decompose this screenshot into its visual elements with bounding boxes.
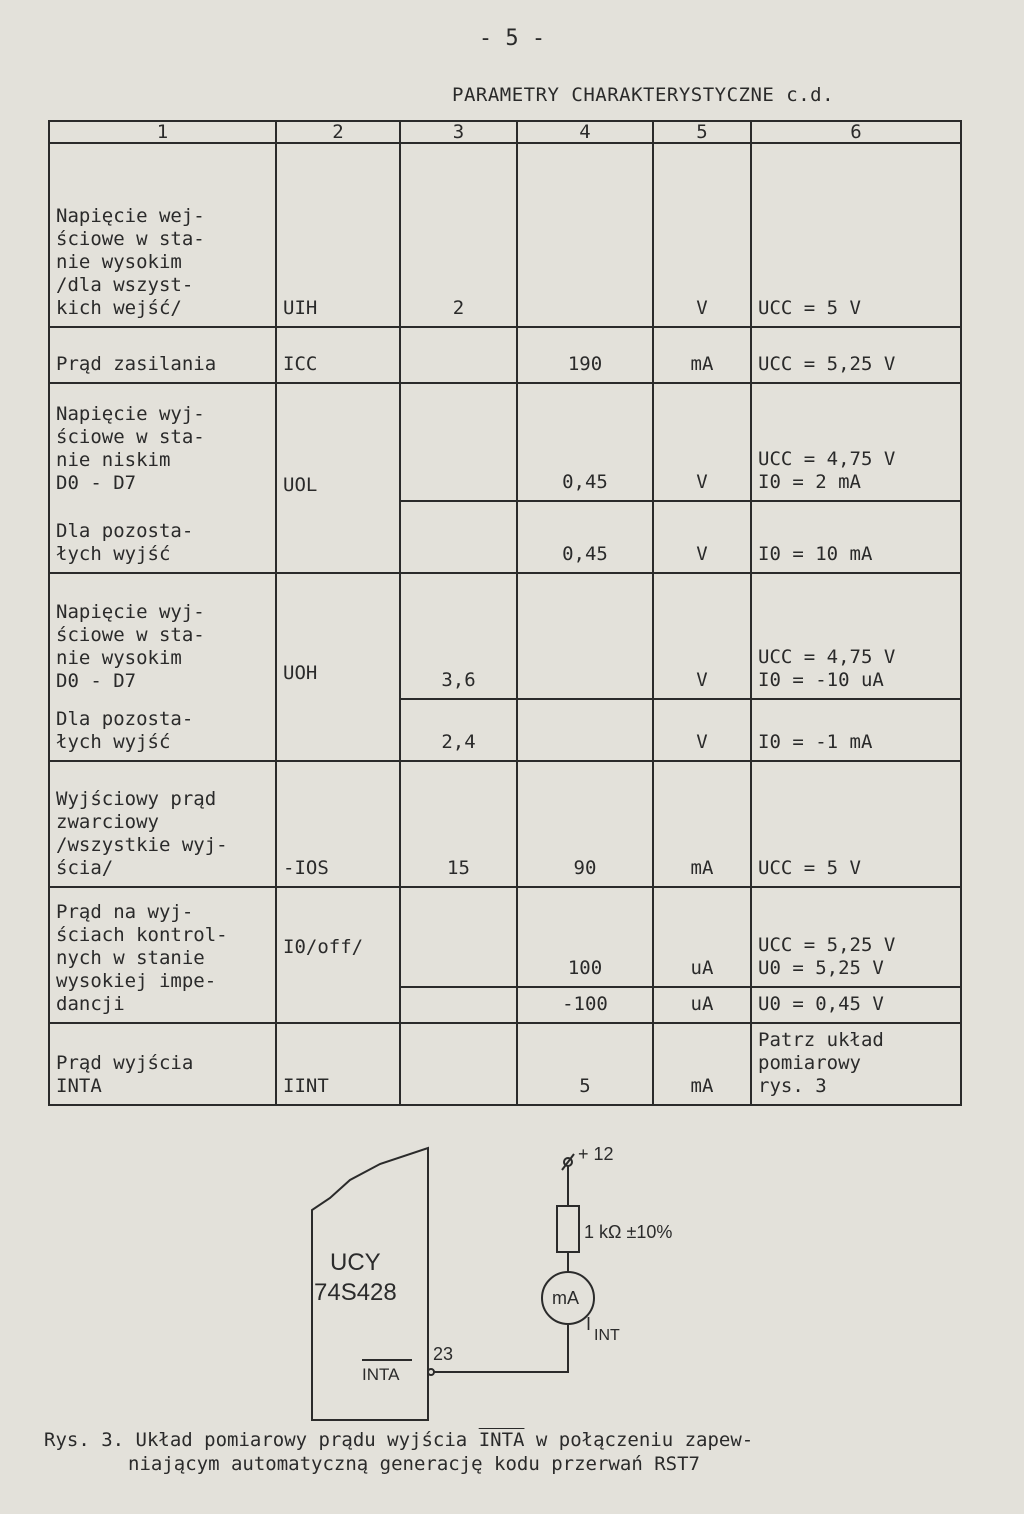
chip-name: UCY <box>330 1249 381 1276</box>
param-condition: UCC = 5 V <box>751 761 961 887</box>
param-name: Prąd zasilania <box>49 327 276 383</box>
param-unit: uA <box>653 887 751 987</box>
meter-label: mA <box>552 1288 579 1308</box>
param-name: Napięcie wyj- ściowe w sta- nie wysokim D0 - D7 <box>49 573 276 699</box>
param-unit: V <box>653 501 751 573</box>
param-unit: V <box>653 573 751 699</box>
column-number-row <box>49 121 961 143</box>
param-condition: UCC = 5 V <box>751 143 961 327</box>
param-unit: V <box>653 383 751 501</box>
col-number: 3 <box>400 121 517 143</box>
param-min: 3,6 <box>400 573 517 699</box>
param-unit: V <box>653 699 751 761</box>
param-condition: U0 = 0,45 V <box>751 987 961 1023</box>
table-row <box>49 383 961 501</box>
col-number: 4 <box>517 121 653 143</box>
param-name: Dla pozosta- łych wyjść <box>49 699 276 761</box>
param-unit: mA <box>653 761 751 887</box>
param-name: Napięcie wyj- ściowe w sta- nie niskim D0 - D7 <box>49 383 276 501</box>
param-name: Prąd wyjścia INTA <box>49 1023 276 1105</box>
inverter-bubble <box>428 1369 434 1375</box>
param-max <box>517 699 653 761</box>
param-symbol: I0/off/ <box>276 887 400 1023</box>
param-condition: Patrz układ pomiarowy rys. 3 <box>751 1023 961 1105</box>
col-number: 1 <box>49 121 276 143</box>
param-min <box>400 1023 517 1105</box>
col-number: 2 <box>276 121 400 143</box>
current-label: I <box>586 1314 592 1334</box>
supply-label: + 12 <box>578 1144 614 1164</box>
chip-part: 74S428 <box>314 1279 397 1306</box>
col-number: 6 <box>751 121 961 143</box>
param-symbol: UOH <box>276 573 400 761</box>
param-unit: mA <box>653 327 751 383</box>
parameters-table <box>48 120 962 1106</box>
param-max: 90 <box>517 761 653 887</box>
resistor <box>557 1206 579 1252</box>
table-row <box>49 501 961 573</box>
table-row <box>49 143 961 327</box>
param-name: Dla pozosta- łych wyjść <box>49 501 276 573</box>
table-row <box>49 761 961 887</box>
col-number: 5 <box>653 121 751 143</box>
param-condition: UCC = 5,25 V U0 = 5,25 V <box>751 887 961 987</box>
param-name: Wyjściowy prąd zwarciowy /wszystkie wyj- ścia/ <box>49 761 276 887</box>
pin-number: 23 <box>433 1344 454 1364</box>
figure-caption <box>44 1428 984 1476</box>
param-max <box>517 573 653 699</box>
param-condition: I0 = -1 mA <box>751 699 961 761</box>
param-condition: I0 = 10 mA <box>751 501 961 573</box>
param-unit: V <box>653 143 751 327</box>
param-min <box>400 501 517 573</box>
param-name: Prąd na wyj- ściach kontrol- nych w stanie wysokiej impe- dancji <box>49 887 276 1023</box>
param-max: 100 <box>517 887 653 987</box>
caption-line-1: Rys. 3. Układ pomiarowy prądu wyjścia INTA w połączeniu zapew- <box>44 1429 754 1451</box>
param-max: 190 <box>517 327 653 383</box>
page-number: - 5 - <box>478 26 546 51</box>
param-condition: UCC = 4,75 V I0 = 2 mA <box>751 383 961 501</box>
param-name: Napięcie wej- ściowe w sta- nie wysokim /dla wszyst- kich wejść/ <box>49 143 276 327</box>
param-max: 0,45 <box>517 501 653 573</box>
param-symbol: UOL <box>276 383 400 573</box>
table-row <box>49 699 961 761</box>
param-min <box>400 987 517 1023</box>
param-symbol: -IOS <box>276 761 400 887</box>
pin-label: INTA <box>362 1365 400 1384</box>
table-row <box>49 887 961 987</box>
measurement-circuit-diagram <box>300 1140 700 1440</box>
param-symbol: UIH <box>276 143 400 327</box>
param-min: 2,4 <box>400 699 517 761</box>
table-row <box>49 1023 961 1105</box>
param-min: 15 <box>400 761 517 887</box>
caption-line-2: niającym automatyczną generację kodu przerwań RST7 <box>128 1453 700 1475</box>
param-unit: mA <box>653 1023 751 1105</box>
param-min <box>400 327 517 383</box>
page-heading: PARAMETRY CHARAKTERYSTYCZNE c.d. <box>452 84 835 106</box>
param-min <box>400 383 517 501</box>
param-min: 2 <box>400 143 517 327</box>
param-symbol: ICC <box>276 327 400 383</box>
param-min <box>400 887 517 987</box>
param-max: 0,45 <box>517 383 653 501</box>
param-max: -100 <box>517 987 653 1023</box>
param-condition: UCC = 5,25 V <box>751 327 961 383</box>
param-condition: UCC = 4,75 V I0 = -10 uA <box>751 573 961 699</box>
param-max: 5 <box>517 1023 653 1105</box>
current-subscript: INT <box>594 1327 620 1344</box>
param-unit: uA <box>653 987 751 1023</box>
param-max <box>517 143 653 327</box>
table-row <box>49 327 961 383</box>
resistor-label: 1 kΩ ±10% <box>584 1222 673 1242</box>
param-symbol: IINT <box>276 1023 400 1105</box>
table-row <box>49 573 961 699</box>
wire-pin-to-meter <box>434 1325 568 1372</box>
